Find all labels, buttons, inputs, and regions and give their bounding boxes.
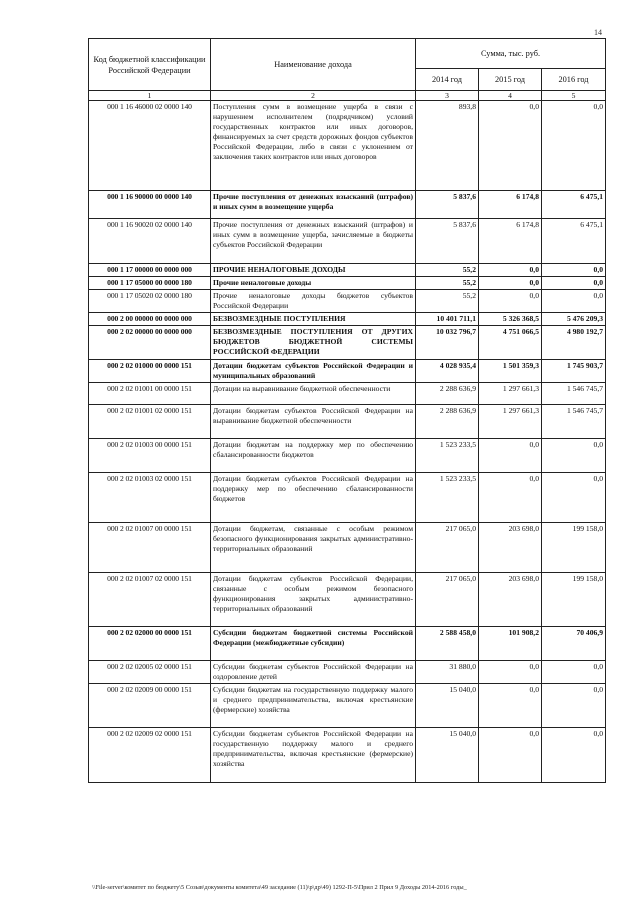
row-code: 000 2 02 01001 02 0000 151 (89, 405, 211, 439)
row-name: Дотации бюджетам субъектов Российской Федерации на выравнивание бюджетной обеспеченности (211, 405, 416, 439)
row-value-2014: 55,2 (416, 264, 479, 277)
row-code: 000 2 02 01007 02 0000 151 (89, 573, 211, 627)
row-value-2014: 10 401 711,1 (416, 313, 479, 326)
col-number-2: 2 (211, 91, 416, 101)
row-value-2014: 15 040,0 (416, 728, 479, 783)
row-value-2016: 0,0 (542, 290, 606, 313)
row-value-2016: 4 980 192,7 (542, 326, 606, 360)
row-code: 000 1 16 90000 00 0000 140 (89, 191, 211, 219)
row-value-2014: 2 588 458,0 (416, 627, 479, 661)
row-code: 000 2 02 01000 00 0000 151 (89, 360, 211, 383)
row-value-2014: 55,2 (416, 290, 479, 313)
col-number-5: 5 (542, 91, 606, 101)
row-value-2015: 0,0 (479, 473, 542, 523)
table-row (89, 405, 606, 439)
row-code: 000 2 02 02005 02 0000 151 (89, 661, 211, 684)
table-row (89, 313, 606, 326)
row-value-2016: 0,0 (542, 439, 606, 473)
row-value-2015: 0,0 (479, 661, 542, 684)
row-value-2015: 0,0 (479, 684, 542, 728)
header-year-2016: 2016 год (542, 69, 606, 91)
row-value-2016: 70 406,9 (542, 627, 606, 661)
row-code: 000 2 02 01001 00 0000 151 (89, 383, 211, 405)
row-value-2014: 217 065,0 (416, 523, 479, 573)
row-code: 000 1 17 05000 00 0000 180 (89, 277, 211, 290)
table-row (89, 290, 606, 313)
table-row (89, 326, 606, 360)
row-value-2016: 0,0 (542, 684, 606, 728)
row-value-2014: 1 523 233,5 (416, 473, 479, 523)
row-name: ПРОЧИЕ НЕНАЛОГОВЫЕ ДОХОДЫ (211, 264, 416, 277)
row-value-2016: 5 476 209,3 (542, 313, 606, 326)
row-value-2015: 0,0 (479, 728, 542, 783)
header-year-2015: 2015 год (479, 69, 542, 91)
table-row (89, 277, 606, 290)
row-name: Прочие неналоговые доходы (211, 277, 416, 290)
row-value-2016: 0,0 (542, 473, 606, 523)
row-value-2016: 0,0 (542, 661, 606, 684)
table-row (89, 573, 606, 627)
row-value-2015: 6 174,8 (479, 191, 542, 219)
row-name: Прочие неналоговые доходы бюджетов субъектов Российской Федерации (211, 290, 416, 313)
table-row (89, 684, 606, 728)
row-name: Дотации бюджетам субъектов Российской Федерации и муниципальных образований (211, 360, 416, 383)
row-value-2015: 0,0 (479, 264, 542, 277)
revenue-table (88, 38, 606, 783)
row-value-2015: 1 297 661,3 (479, 383, 542, 405)
row-code: 000 2 00 00000 00 0000 000 (89, 313, 211, 326)
row-value-2014: 2 288 636,9 (416, 405, 479, 439)
table-row (89, 523, 606, 573)
row-value-2014: 55,2 (416, 277, 479, 290)
row-value-2016: 0,0 (542, 264, 606, 277)
row-code: 000 2 02 01003 02 0000 151 (89, 473, 211, 523)
row-value-2015: 1 501 359,3 (479, 360, 542, 383)
row-value-2016: 0,0 (542, 277, 606, 290)
row-value-2016: 0,0 (542, 728, 606, 783)
row-value-2014: 10 032 796,7 (416, 326, 479, 360)
row-value-2014: 5 837,6 (416, 191, 479, 219)
row-name: Субсидии бюджетам субъектов Российской Федерации на оздоровление детей (211, 661, 416, 684)
row-name: Поступления сумм в возмещение ущерба в связи с нарушением исполнителем (подрядчиком) условий государственных контрактов или иных договоров, финансируемых за счет средств дорожных фондов субъектов Российской Федерации, либо в связи с уклонением от заключения таких контрактов или иных договоров (211, 101, 416, 191)
table-row (89, 439, 606, 473)
row-value-2014: 1 523 233,5 (416, 439, 479, 473)
row-value-2015: 0,0 (479, 439, 542, 473)
row-code: 000 1 17 05020 02 0000 180 (89, 290, 211, 313)
row-value-2016: 1 546 745,7 (542, 405, 606, 439)
row-value-2015: 1 297 661,3 (479, 405, 542, 439)
row-value-2015: 101 908,2 (479, 627, 542, 661)
row-code: 000 2 02 02000 00 0000 151 (89, 627, 211, 661)
row-value-2015: 203 698,0 (479, 523, 542, 573)
table-row (89, 219, 606, 264)
table-row (89, 383, 606, 405)
table-row (89, 728, 606, 783)
table-row (89, 473, 606, 523)
row-code: 000 1 16 46000 02 0000 140 (89, 101, 211, 191)
header-name: Наименование дохода (211, 39, 416, 91)
table-row (89, 191, 606, 219)
row-value-2016: 0,0 (542, 101, 606, 191)
row-value-2016: 199 158,0 (542, 523, 606, 573)
row-name: Дотации бюджетам, связанные с особым режимом безопасного функционирования закрытых административно-территориальных образований (211, 523, 416, 573)
row-name: Прочие поступления от денежных взысканий (штрафов) и иных сумм в возмещение ущерба, зачисляемые в бюджеты субъектов Российской Федерации (211, 219, 416, 264)
row-name: Субсидии бюджетам субъектов Российской Федерации на государственную поддержку малого и среднего предпринимательства, включая крестьянские (фермерские) хозяйства (211, 728, 416, 783)
row-value-2015: 6 174,8 (479, 219, 542, 264)
row-value-2014: 893,8 (416, 101, 479, 191)
col-number-1: 1 (89, 91, 211, 101)
row-value-2015: 0,0 (479, 290, 542, 313)
col-number-4: 4 (479, 91, 542, 101)
row-value-2016: 199 158,0 (542, 573, 606, 627)
row-name: БЕЗВОЗМЕЗДНЫЕ ПОСТУПЛЕНИЯ (211, 313, 416, 326)
row-code: 000 2 02 00000 00 0000 000 (89, 326, 211, 360)
header-year-2014: 2014 год (416, 69, 479, 91)
row-value-2014: 4 028 935,4 (416, 360, 479, 383)
row-code: 000 2 02 02009 00 0000 151 (89, 684, 211, 728)
row-name: Дотации бюджетам субъектов Российской Федерации, связанные с особым режимом безопасного функционирования закрытых административно-территориальных образований (211, 573, 416, 627)
row-code: 000 2 02 01003 00 0000 151 (89, 439, 211, 473)
row-value-2016: 1 546 745,7 (542, 383, 606, 405)
row-name: Дотации бюджетам на поддержку мер по обеспечению сбалансированности бюджетов (211, 439, 416, 473)
row-value-2015: 5 326 368,5 (479, 313, 542, 326)
header-sum: Сумма, тыс. руб. (416, 39, 606, 69)
col-number-3: 3 (416, 91, 479, 101)
row-value-2014: 5 837,6 (416, 219, 479, 264)
row-value-2016: 6 475,1 (542, 219, 606, 264)
row-value-2015: 203 698,0 (479, 573, 542, 627)
page-number: 14 (594, 28, 602, 37)
file-path-footer: \\File-server\комитет по бюджету\5 Созыв\документы комитета\49 заседание (11)\р\др\49) 1292-П-5\Прил 2 Прил 9 Доходы 2014-2016 годы_ (92, 884, 467, 891)
table-row (89, 661, 606, 684)
row-value-2015: 0,0 (479, 277, 542, 290)
row-value-2016: 6 475,1 (542, 191, 606, 219)
table-row (89, 360, 606, 383)
row-value-2014: 217 065,0 (416, 573, 479, 627)
table-row (89, 627, 606, 661)
row-name: Прочие поступления от денежных взысканий (штрафов) и иных сумм в возмещение ущерба (211, 191, 416, 219)
table-row (89, 101, 606, 191)
row-value-2016: 1 745 903,7 (542, 360, 606, 383)
row-name: Субсидии бюджетам бюджетной системы Российской Федерации (межбюджетные субсидии) (211, 627, 416, 661)
table-body (89, 101, 606, 783)
row-code: 000 1 16 90020 02 0000 140 (89, 219, 211, 264)
row-value-2014: 2 288 636,9 (416, 383, 479, 405)
row-code: 000 2 02 01007 00 0000 151 (89, 523, 211, 573)
row-value-2015: 0,0 (479, 101, 542, 191)
table-row (89, 264, 606, 277)
row-name: БЕЗВОЗМЕЗДНЫЕ ПОСТУПЛЕНИЯ ОТ ДРУГИХ БЮДЖЕТОВ БЮДЖЕТНОЙ СИСТЕМЫ РОССИЙСКОЙ ФЕДЕРАЦИИ (211, 326, 416, 360)
row-code: 000 2 02 02009 02 0000 151 (89, 728, 211, 783)
row-code: 000 1 17 00000 00 0000 000 (89, 264, 211, 277)
row-value-2015: 4 751 066,5 (479, 326, 542, 360)
row-name: Дотации бюджетам субъектов Российской Федерации на поддержку мер по обеспечению сбалансированности бюджетов (211, 473, 416, 523)
header-code: Код бюджетной классификации Российской Федерации (89, 39, 211, 91)
row-name: Дотации на выравнивание бюджетной обеспеченности (211, 383, 416, 405)
row-name: Субсидии бюджетам на государственную поддержку малого и среднего предпринимательства, включая крестьянские (фермерские) хозяйства (211, 684, 416, 728)
row-value-2014: 15 040,0 (416, 684, 479, 728)
row-value-2014: 31 880,0 (416, 661, 479, 684)
